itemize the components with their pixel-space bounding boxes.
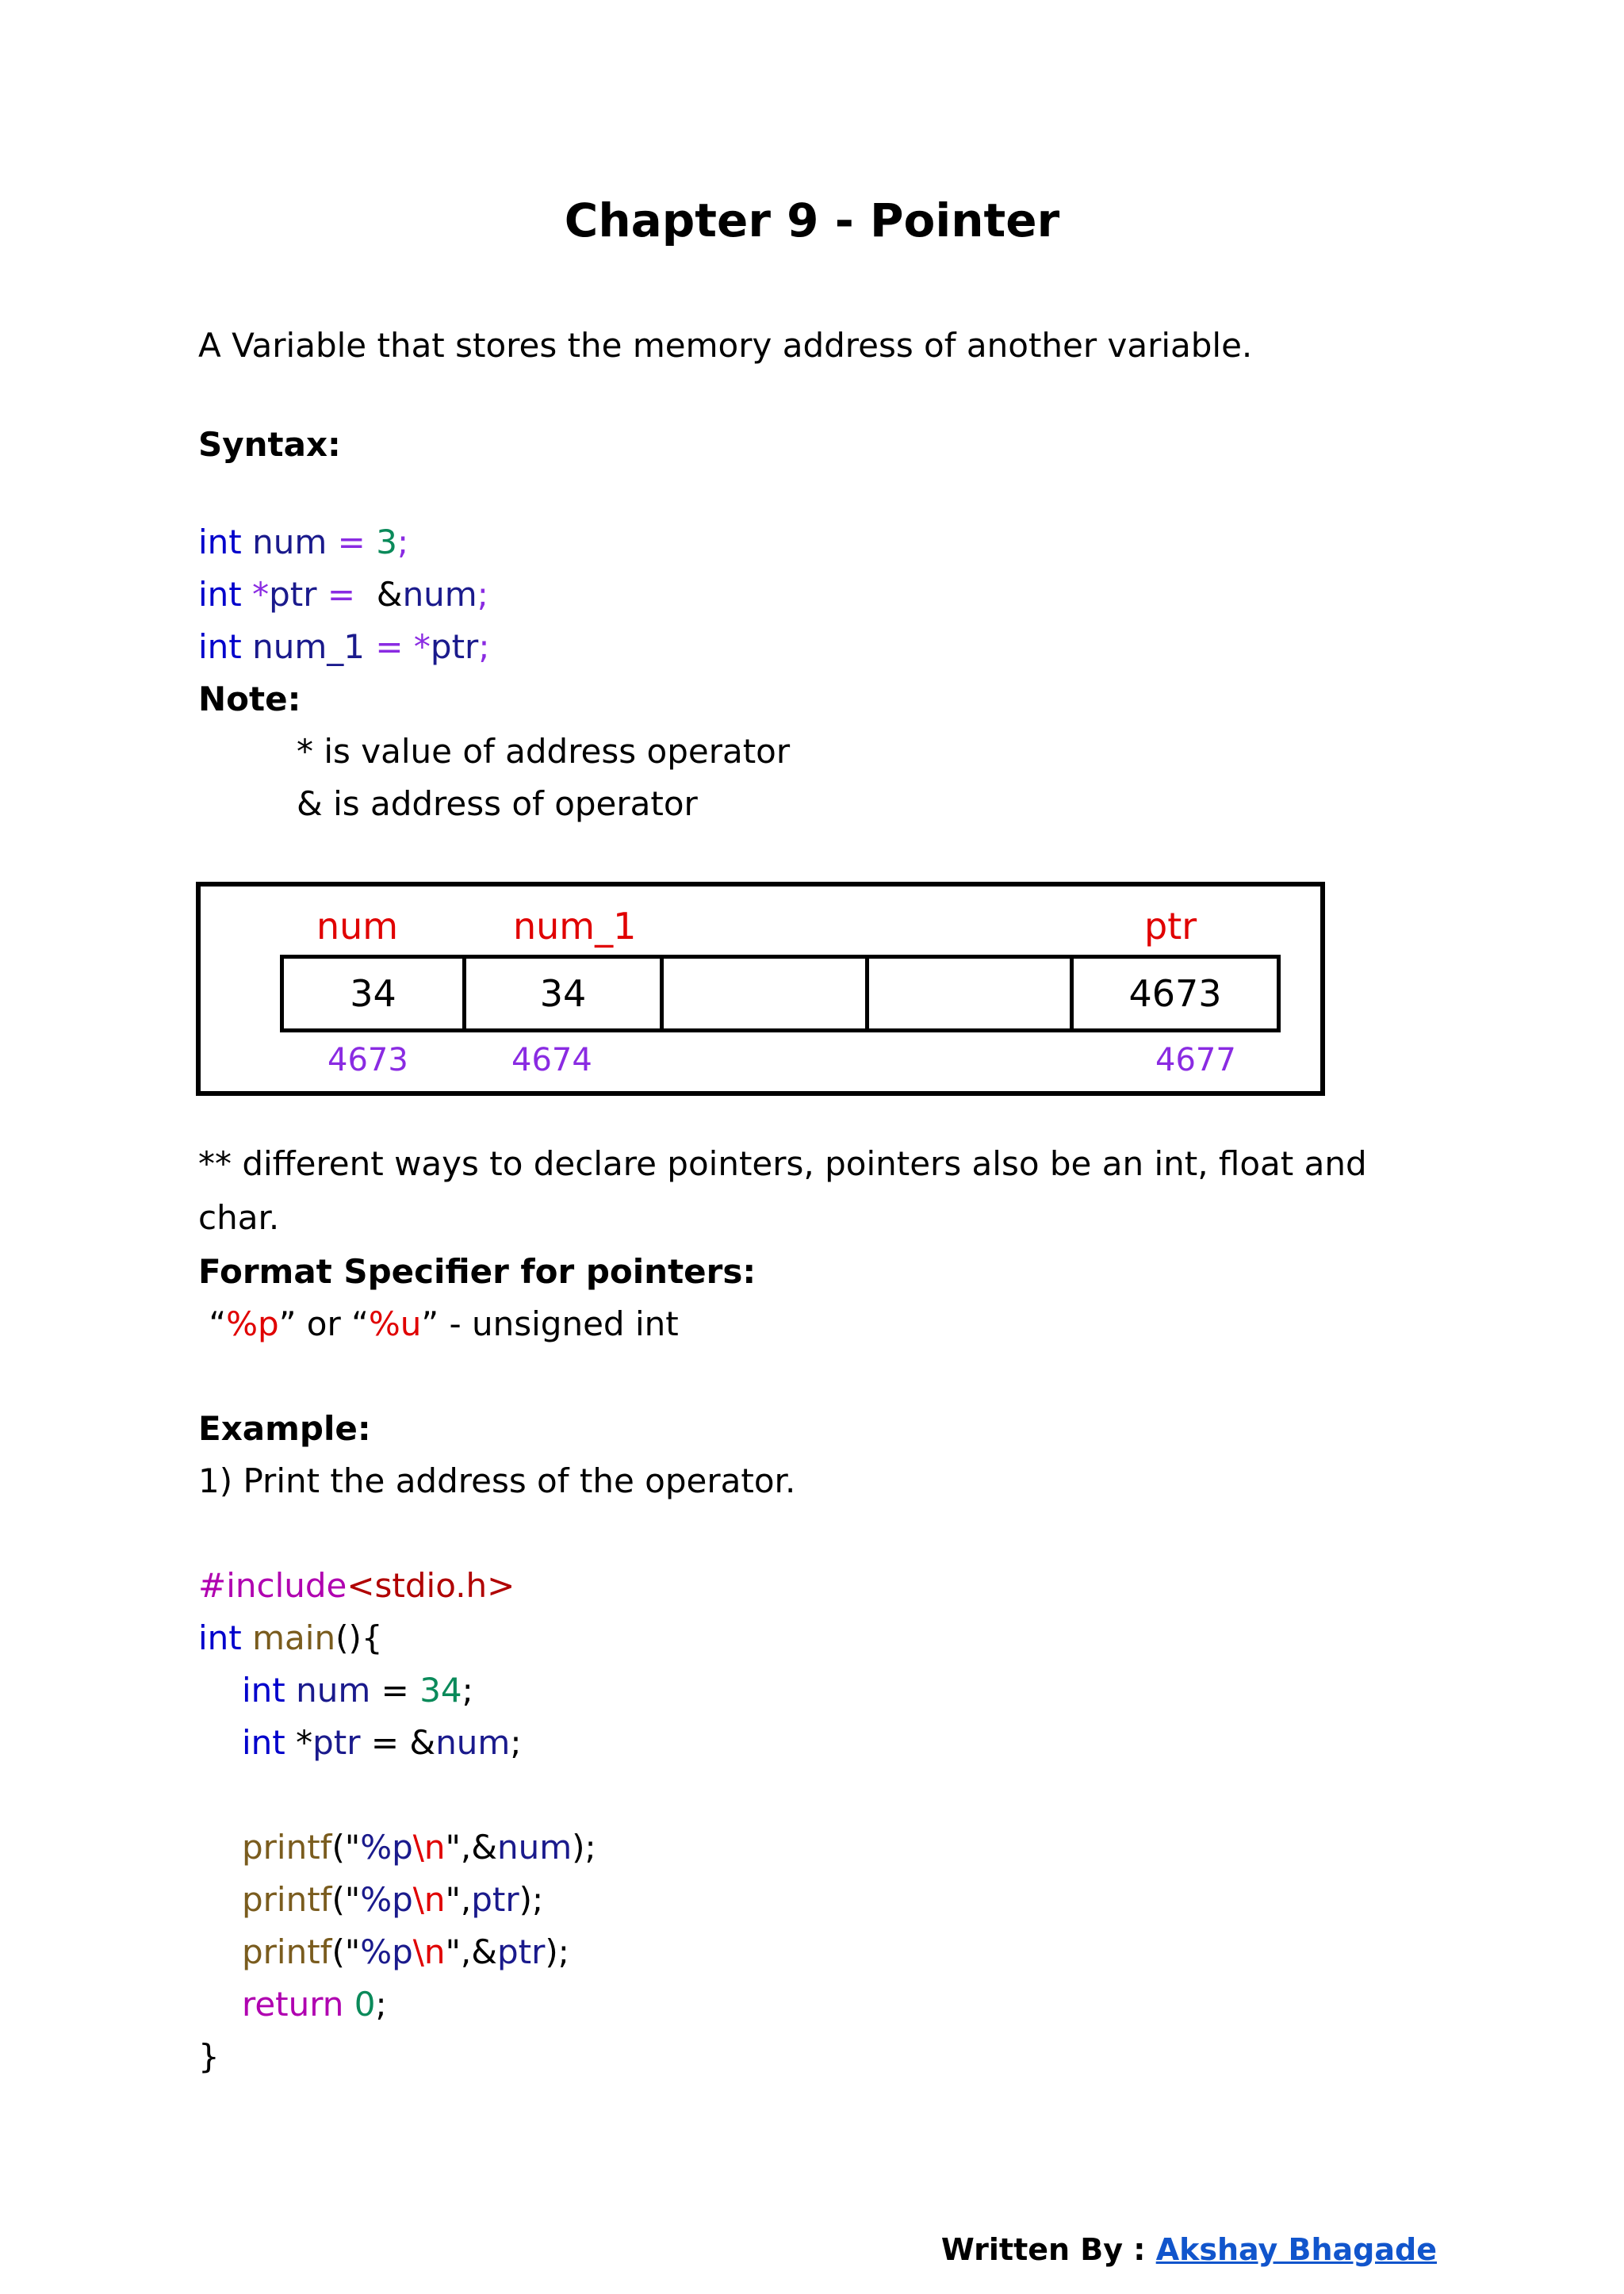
address-label: 4673 xyxy=(327,1042,408,1078)
note-heading: Note: xyxy=(198,680,301,718)
escape-sequence: \n xyxy=(412,1828,446,1867)
format-desc: ” - unsigned int xyxy=(421,1304,679,1343)
punctuation: ", xyxy=(445,1880,472,1919)
escape-sequence: \n xyxy=(412,1932,446,1971)
semicolon: ; xyxy=(375,1985,387,2024)
code-return xyxy=(242,1982,387,2027)
memory-diagram xyxy=(196,882,1325,1096)
code-num-decl xyxy=(242,1668,473,1713)
memory-cell: 34 xyxy=(284,959,466,1028)
syntax-line-1 xyxy=(198,520,408,565)
semicolon: ; xyxy=(396,523,409,561)
identifier: num_1 xyxy=(252,627,365,666)
function-name: main xyxy=(252,1618,336,1657)
ways-text-line-2: char. xyxy=(198,1198,280,1237)
header-name: <stdio.h> xyxy=(347,1566,515,1605)
code-printf-3 xyxy=(242,1930,569,1974)
operator: = xyxy=(375,627,404,666)
punctuation: (" xyxy=(331,1880,361,1919)
keyword: int xyxy=(242,1671,285,1710)
semicolon: ; xyxy=(462,1671,473,1710)
address-label: 4677 xyxy=(1155,1042,1236,1078)
quote: ” or “ xyxy=(278,1304,369,1343)
punctuation: ); xyxy=(572,1828,596,1867)
punctuation: (" xyxy=(331,1828,361,1867)
code-include xyxy=(198,1564,515,1608)
punctuation: ",& xyxy=(445,1932,497,1971)
reference: ptr xyxy=(430,627,479,666)
code-ptr-decl xyxy=(242,1721,522,1765)
operator: = xyxy=(370,1671,420,1710)
number-literal: 3 xyxy=(376,523,397,561)
keyword: int xyxy=(198,575,242,614)
var-label-ptr: ptr xyxy=(1144,905,1197,948)
author-link[interactable]: Akshay Bhagade xyxy=(1155,2232,1437,2267)
identifier: ptr xyxy=(269,575,317,614)
memory-cell xyxy=(664,959,869,1028)
identifier: num xyxy=(296,1671,371,1710)
keyword: int xyxy=(198,1618,242,1657)
code-main xyxy=(198,1616,383,1660)
argument: ptr xyxy=(471,1880,519,1919)
page-title: Chapter 9 - Pointer xyxy=(564,193,1060,247)
operator: = & xyxy=(360,1723,436,1762)
format-specifier-line xyxy=(198,1302,679,1346)
format-string: %p xyxy=(360,1932,413,1971)
function-name: printf xyxy=(242,1828,332,1867)
number-literal: 34 xyxy=(419,1671,462,1710)
argument: ptr xyxy=(496,1932,546,1971)
example-heading: Example: xyxy=(198,1409,371,1448)
memory-cells xyxy=(280,955,1281,1032)
code-close-brace: } xyxy=(198,2037,220,2076)
punctuation: ",& xyxy=(445,1828,497,1867)
var-label-num1: num_1 xyxy=(513,905,637,948)
operator: = xyxy=(327,575,356,614)
address-label: 4674 xyxy=(511,1042,592,1078)
note-item: & is address of operator xyxy=(297,784,698,823)
function-name: printf xyxy=(242,1932,332,1971)
format-string: %p xyxy=(360,1880,413,1919)
definition-text: A Variable that stores the memory address of another variable. xyxy=(198,326,1253,365)
format-string: %p xyxy=(360,1828,413,1867)
code-printf-1 xyxy=(242,1825,596,1870)
syntax-line-3 xyxy=(198,625,489,669)
star-operator: * xyxy=(252,575,270,614)
semicolon: ; xyxy=(477,575,488,614)
ways-text-line-1: ** different ways to declare pointers, pointers also be an int, float and xyxy=(198,1144,1367,1183)
keyword: int xyxy=(242,1723,285,1762)
format-p: %p xyxy=(226,1304,279,1343)
star-operator: * xyxy=(285,1723,313,1762)
syntax-heading: Syntax: xyxy=(198,425,341,464)
note-item: * is value of address operator xyxy=(297,732,791,771)
code-printf-2 xyxy=(242,1878,543,1922)
author-label: Written By : xyxy=(940,2232,1156,2267)
ampersand: & xyxy=(376,575,403,614)
syntax-line-2 xyxy=(198,573,488,617)
author-credit xyxy=(941,2230,1437,2269)
reference: num xyxy=(435,1723,511,1762)
number-literal: 0 xyxy=(354,1985,376,2024)
punctuation: ); xyxy=(545,1932,569,1971)
quote: “ xyxy=(198,1304,227,1343)
function-name: printf xyxy=(242,1880,332,1919)
memory-cell: 34 xyxy=(466,959,664,1028)
format-heading: Format Specifier for pointers: xyxy=(198,1252,756,1291)
operator: = xyxy=(337,523,366,561)
argument: num xyxy=(496,1828,573,1867)
identifier: ptr xyxy=(312,1723,361,1762)
semicolon: ; xyxy=(510,1723,522,1762)
keyword: return xyxy=(242,1985,344,2024)
punctuation: (" xyxy=(331,1932,361,1971)
reference: num xyxy=(402,575,477,614)
semicolon: ; xyxy=(478,627,490,666)
keyword: int xyxy=(198,523,242,561)
example-description: 1) Print the address of the operator. xyxy=(198,1461,796,1500)
format-u: %u xyxy=(368,1304,422,1343)
punctuation: (){ xyxy=(335,1618,383,1657)
escape-sequence: \n xyxy=(412,1880,446,1919)
memory-cell xyxy=(869,959,1074,1028)
punctuation: ); xyxy=(519,1880,544,1919)
keyword: int xyxy=(198,627,242,666)
identifier: num xyxy=(252,523,327,561)
star-operator: * xyxy=(413,627,431,666)
var-label-num: num xyxy=(316,905,399,948)
preprocessor: #include xyxy=(198,1566,347,1605)
memory-cell: 4673 xyxy=(1128,972,1222,1015)
